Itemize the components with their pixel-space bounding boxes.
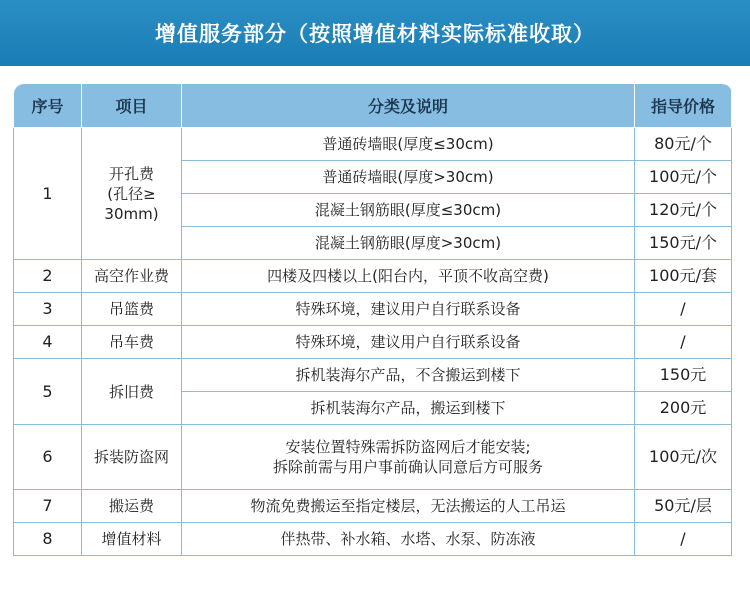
row-item: 增值材料 [82, 523, 182, 556]
row-item: 高空作业费 [82, 260, 182, 293]
row-price: 50元/层 [635, 490, 732, 523]
row-index: 1 [14, 128, 82, 260]
table-row [14, 128, 732, 161]
row-description: 普通砖墙眼(厚度≤30cm) [182, 128, 635, 161]
table-row [14, 260, 732, 293]
row-description-line: 安装位置特殊需拆防盗网后才能安装; [285, 438, 531, 456]
row-price: / [635, 293, 732, 326]
row-price: 120元/个 [635, 194, 732, 227]
header-description: 分类及说明 [182, 84, 635, 128]
row-index: 4 [14, 326, 82, 359]
pricing-table [13, 83, 732, 556]
row-index: 5 [14, 359, 82, 425]
title-banner [0, 0, 750, 66]
row-description-line: 拆除前需与用户事前确认同意后方可服务 [272, 458, 543, 476]
row-item [82, 128, 182, 260]
row-description [182, 425, 635, 490]
row-description: 特殊环境，建议用户自行联系设备 [182, 326, 635, 359]
row-price: 100元/个 [635, 161, 732, 194]
row-description: 物流免费搬运至指定楼层，无法搬运的人工吊运 [182, 490, 635, 523]
row-description: 普通砖墙眼(厚度>30cm) [182, 161, 635, 194]
row-description: 混凝土钢筋眼(厚度≤30cm) [182, 194, 635, 227]
row-description: 拆机装海尔产品，不含搬运到楼下 [182, 359, 635, 392]
row-price: 150元 [635, 359, 732, 392]
row-index: 6 [14, 425, 82, 490]
row-index: 7 [14, 490, 82, 523]
row-item-line: (孔径≥ [107, 184, 156, 203]
table-row [14, 293, 732, 326]
table-row [14, 326, 732, 359]
table-row [14, 425, 732, 490]
table-row [14, 523, 732, 556]
row-index: 3 [14, 293, 82, 326]
table-row [14, 490, 732, 523]
row-description: 混凝土钢筋眼(厚度>30cm) [182, 227, 635, 260]
row-item: 拆旧费 [82, 359, 182, 425]
header-item: 项目 [82, 84, 182, 128]
page-title: 增值服务部分（按照增值材料实际标准收取） [155, 22, 595, 46]
row-price: 200元 [635, 392, 732, 425]
row-item-line: 开孔费 [108, 164, 154, 183]
row-item: 搬运费 [82, 490, 182, 523]
header-price: 指导价格 [635, 84, 732, 128]
row-description: 特殊环境，建议用户自行联系设备 [182, 293, 635, 326]
row-price: / [635, 523, 732, 556]
pricing-table-wrapper [13, 83, 731, 556]
row-index: 8 [14, 523, 82, 556]
row-description: 拆机装海尔产品，搬运到楼下 [182, 392, 635, 425]
row-description: 伴热带、补水箱、水塔、水泵、防冻液 [182, 523, 635, 556]
row-item-line: 30mm) [104, 204, 159, 223]
row-index: 2 [14, 260, 82, 293]
table-row [14, 359, 732, 392]
row-price: 100元/次 [635, 425, 732, 490]
row-price: 100元/套 [635, 260, 732, 293]
row-price: / [635, 326, 732, 359]
row-price: 80元/个 [635, 128, 732, 161]
table-header-row [14, 84, 732, 128]
row-item: 吊车费 [82, 326, 182, 359]
row-description: 四楼及四楼以上(阳台内，平顶不收高空费) [182, 260, 635, 293]
row-item: 吊篮费 [82, 293, 182, 326]
row-item: 拆装防盗网 [82, 425, 182, 490]
row-price: 150元/个 [635, 227, 732, 260]
header-index: 序号 [14, 84, 82, 128]
